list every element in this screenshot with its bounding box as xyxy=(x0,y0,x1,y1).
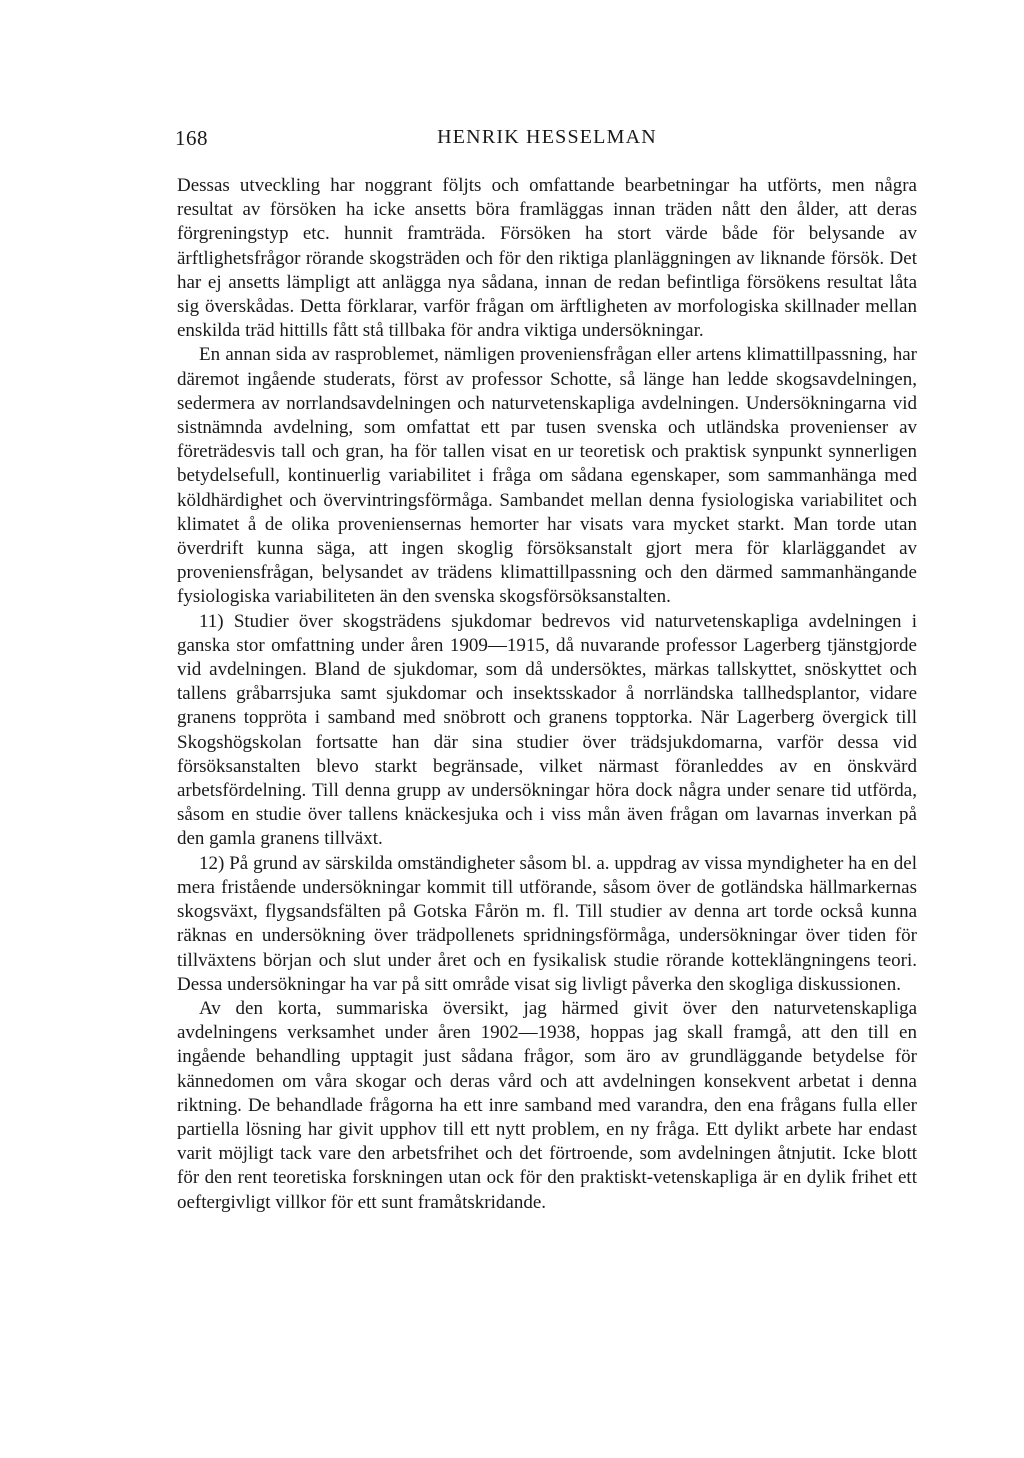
body-text xyxy=(177,174,917,1215)
page-number: 168 xyxy=(175,126,208,150)
paragraph-1: Dessas utveckling har noggrant följts och omfattande bearbetningar ha utförts, men några resultat av försöken ha icke ansetts böra framläggas innan träden nått den ålder, att deras förgreningstyp etc. hunnit framträda. Försöken ha stort värde både för belysande av ärftlighetsfrågor rörande skogsträden och för den riktiga planläggningen av liknande försök. Det har ej ansetts lämpligt att anlägga nya sådana, innan de redan befintliga försökens resultat låta sig överskådas. Detta förklarar, varför frågan om ärftligheten av morfologiska skillnader mellan enskilda träd hittills fått stå tillbaka för andra viktiga undersökningar. xyxy=(177,175,917,342)
running-title: HENRIK HESSELMAN xyxy=(437,126,657,148)
paragraph-5: Av den korta, summariska översikt, jag härmed givit över den naturvetenskapliga avdelningens verksamhet under åren 1902—1938, hoppas jag skall framgå, att den till en ingående behandling upptagit just sådana frågor, som äro av grundläggande betydelse för kännedomen om våra skogar och deras vård och att avdelningen konsekvent arbetat i denna riktning. De behandlade frågorna ha ett inre samband med varandra, den ena frågans fulla eller partiella lösning har givit upphov till ett nytt problem, en ny fråga. Ett dylikt arbete har endast varit möjligt tack vare den arbetsfrihet och det förtroende, som avdelningen åtnjutit. Icke blott för den rent teoretiska forskningen utan ock för den praktiskt-vetenskapliga är en dylik frihet ett oeftergivligt villkor för ett sunt framåtskridande. xyxy=(177,997,917,1213)
paragraph-4: 12) På grund av särskilda omständigheter såsom bl. a. uppdrag av vissa myndigheter ha en del mera fristående undersökningar kommit till utförande, såsom över de gotländska hällmarkernas skogsväxt, flygsandsfälten på Gotska Fårön m. fl. Till studier av denna art torde också kunna räknas en undersökning över trädpollenets spridningsförmåga, undersökningar över tiden för tillväxtens början och slut under året och en fysikalisk studie rörande kotteklängningens teori. Dessa undersökningar ha var på sitt område visat sig livligt påverka den skogliga diskussionen. xyxy=(177,852,917,995)
document-page xyxy=(177,126,917,1215)
paragraph-3: 11) Studier över skogsträdens sjukdomar bedrevos vid naturvetenskapliga avdelningen i ganska stor omfattning under åren 1909—1915, då nuvarande professor Lagerberg tjänstgjorde vid avdelningen. Bland de sjukdomar, som då undersöktes, märkas tallskyttet, snöskyttet och tallens gråbarrsjuka samt sjukdomar och insektsskador å norrländska tallhedsplantor, vidare granens toppröta i samband med snöbrott och granens topptorka. När Lagerberg övergick till Skogshögskolan fortsatte han där sina studier över trädsjukdomarna, varför dessa vid försöksanstalten blevo starkt begränsade, vilket närmast föranleddes av en önskvärd arbetsfördelning. Till denna grupp av undersökningar höra dock några under senare tid utförda, såsom en studie över tallens knäckesjuka och i viss mån även frågan om lavarnas inverkan på den gamla granens tillväxt. xyxy=(177,610,917,850)
running-head xyxy=(177,126,917,160)
paragraph-2: En annan sida av rasproblemet, nämligen proveniensfrågan eller artens klimattillpassning, har däremot ingående studerats, först av professor Schotte, så länge han ledde skogsavdelningen, sedermera av norrlandsavdelningen och naturvetenskapliga avdelningen. Undersökningarna vid sistnämnda avdelning, som omfattat ett par tusen svenska och utländska provenienser av företrädesvis tall och gran, ha för tallen visat en ur teoretisk och praktisk synpunkt synnerligen betydelsefull, kontinuerlig variabilitet i fråga om sådana egenskaper, som sammanhänga med köldhärdighet och övervintringsförmåga. Sambandet mellan denna fysiologiska variabilitet och klimatet å de olika proveniensernas hemorter har visats vara mycket starkt. Man torde utan överdrift kunna säga, att ingen skoglig försöksanstalt gjort mera för klarläggandet av proveniensfrågan, belysandet av trädens klimattillpassning och den därmed sammanhängande fysiologiska variabiliteten än den svenska skogsförsöksanstalten. xyxy=(177,344,917,608)
